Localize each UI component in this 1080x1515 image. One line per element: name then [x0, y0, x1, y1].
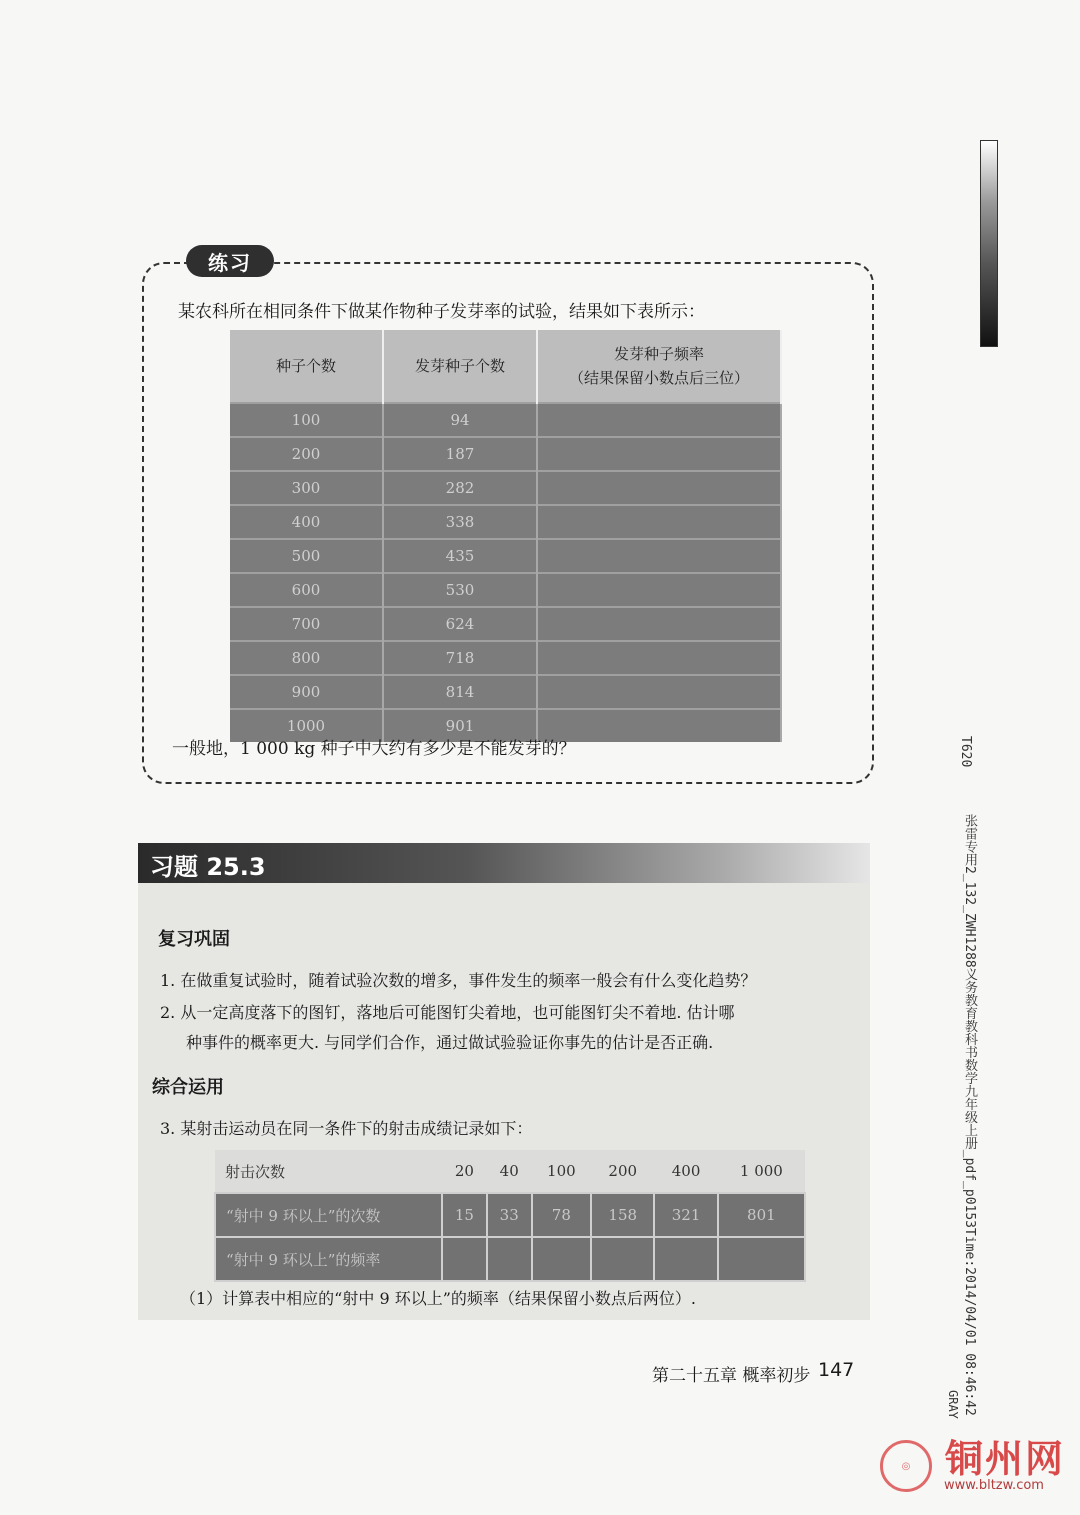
- apply-heading: 综合运用: [152, 1077, 224, 1098]
- table-cell: 300: [230, 471, 383, 505]
- table-cell: [654, 1237, 717, 1281]
- table-cell: 94: [383, 403, 537, 437]
- table-cell: [537, 539, 781, 573]
- table-cell: 射击次数: [215, 1150, 442, 1193]
- seed-table-header-cell: 种子个数: [230, 330, 383, 403]
- table-cell: 400: [230, 505, 383, 539]
- table-cell: 321: [654, 1193, 717, 1237]
- table-cell: 801: [718, 1193, 805, 1237]
- table-cell: 78: [532, 1193, 591, 1237]
- question-2-line-2: 种事件的概率更大. 与同学们合作，通过做试验验证你事先的估计是否正确.: [186, 1033, 714, 1052]
- table-cell: 100: [532, 1150, 591, 1193]
- watermark-url: www.bltzw.com: [944, 1478, 1044, 1493]
- table-cell: 901: [383, 709, 537, 742]
- table-row: [230, 471, 781, 505]
- table-cell: 800: [230, 641, 383, 675]
- table-cell: 700: [230, 607, 383, 641]
- table-cell: 400: [654, 1150, 717, 1193]
- practice-intro: 某农科所在相同条件下做某作物种子发芽率的试验，结果如下表所示：: [178, 302, 705, 322]
- table-cell: “射中 9 环以上”的次数: [215, 1193, 442, 1237]
- table-row: [215, 1237, 805, 1281]
- table-cell: 187: [383, 437, 537, 471]
- table-cell: 20: [442, 1150, 487, 1193]
- table-cell: 338: [383, 505, 537, 539]
- side-scan-metadata: 张雷专用2_132_ZWH1288义务教育教科书数学九年级上册_pdf_p0153Time:2014/04/01 08:46:42: [962, 814, 977, 1416]
- table-cell: 435: [383, 539, 537, 573]
- table-cell: [718, 1237, 805, 1281]
- table-cell: 624: [383, 607, 537, 641]
- watermark-name: 铜州网: [945, 1437, 1066, 1481]
- table-cell: 15: [442, 1193, 487, 1237]
- table-cell: 200: [230, 437, 383, 471]
- review-heading: 复习巩固: [158, 929, 230, 950]
- question-3: 3. 某射击运动员在同一条件下的射击成绩记录如下：: [160, 1119, 533, 1138]
- table-row: [230, 505, 781, 539]
- table-row: [215, 1193, 805, 1237]
- chapter-footer: 第二十五章 概率初步: [652, 1366, 811, 1386]
- table-row: [230, 573, 781, 607]
- table-cell: [591, 1237, 654, 1281]
- table-row: [230, 675, 781, 709]
- shooting-table: [214, 1150, 806, 1282]
- question-3-sub-1: （1）计算表中相应的“射中 9 环以上”的频率（结果保留小数点后两位）.: [180, 1289, 696, 1308]
- table-cell: 1 000: [718, 1150, 805, 1193]
- table-cell: [442, 1237, 487, 1281]
- side-gray-label: GRAY: [946, 1390, 960, 1419]
- table-cell: 200: [591, 1150, 654, 1193]
- seed-table-header-note: （结果保留小数点后三位）: [568, 369, 749, 387]
- table-cell: [537, 675, 781, 709]
- table-cell: [537, 471, 781, 505]
- table-cell: 718: [383, 641, 537, 675]
- table-cell: 33: [487, 1193, 532, 1237]
- table-cell: [487, 1237, 532, 1281]
- table-row: [230, 641, 781, 675]
- table-cell: 282: [383, 471, 537, 505]
- table-row: [215, 1150, 805, 1193]
- table-cell: 100: [230, 403, 383, 437]
- table-row: [230, 437, 781, 471]
- practice-question: 一般地，1 000 kg 种子中大约有多少是不能发芽的？: [172, 739, 576, 759]
- side-code: T620: [958, 736, 973, 768]
- practice-tag: 练习: [186, 245, 274, 277]
- table-cell: [532, 1237, 591, 1281]
- table-cell: [537, 607, 781, 641]
- seed-table-header-freq: 发芽种子频率: [613, 345, 704, 363]
- page-number: 147: [818, 1359, 855, 1381]
- table-cell: 900: [230, 675, 383, 709]
- table-cell: 158: [591, 1193, 654, 1237]
- seed-table-header-cell: [537, 330, 781, 403]
- table-cell: 1000: [230, 709, 383, 742]
- table-row: [230, 539, 781, 573]
- table-row: [230, 607, 781, 641]
- seed-table-header-cell: 发芽种子个数: [383, 330, 537, 403]
- table-cell: [537, 505, 781, 539]
- question-1: 1. 在做重复试验时，随着试验次数的增多，事件发生的频率一般会有什么变化趋势？: [160, 971, 757, 990]
- table-cell: [537, 403, 781, 437]
- table-cell: 40: [487, 1150, 532, 1193]
- question-2-line-1: 2. 从一定高度落下的图钉，落地后可能图钉尖着地，也可能图钉尖不着地. 估计哪: [160, 1003, 735, 1022]
- table-cell: “射中 9 环以上”的频率: [215, 1237, 442, 1281]
- seed-table: [230, 330, 782, 742]
- watermark-seal-icon: ◎: [880, 1440, 932, 1492]
- table-row: [230, 403, 781, 437]
- table-cell: 530: [383, 573, 537, 607]
- seed-table-header: [230, 330, 781, 403]
- grayscale-calibration-strip: [980, 140, 998, 347]
- table-cell: [537, 573, 781, 607]
- table-cell: [537, 641, 781, 675]
- table-cell: [537, 437, 781, 471]
- exercise-title: 习题 25.3: [150, 853, 266, 881]
- table-cell: 600: [230, 573, 383, 607]
- table-cell: 500: [230, 539, 383, 573]
- table-cell: 814: [383, 675, 537, 709]
